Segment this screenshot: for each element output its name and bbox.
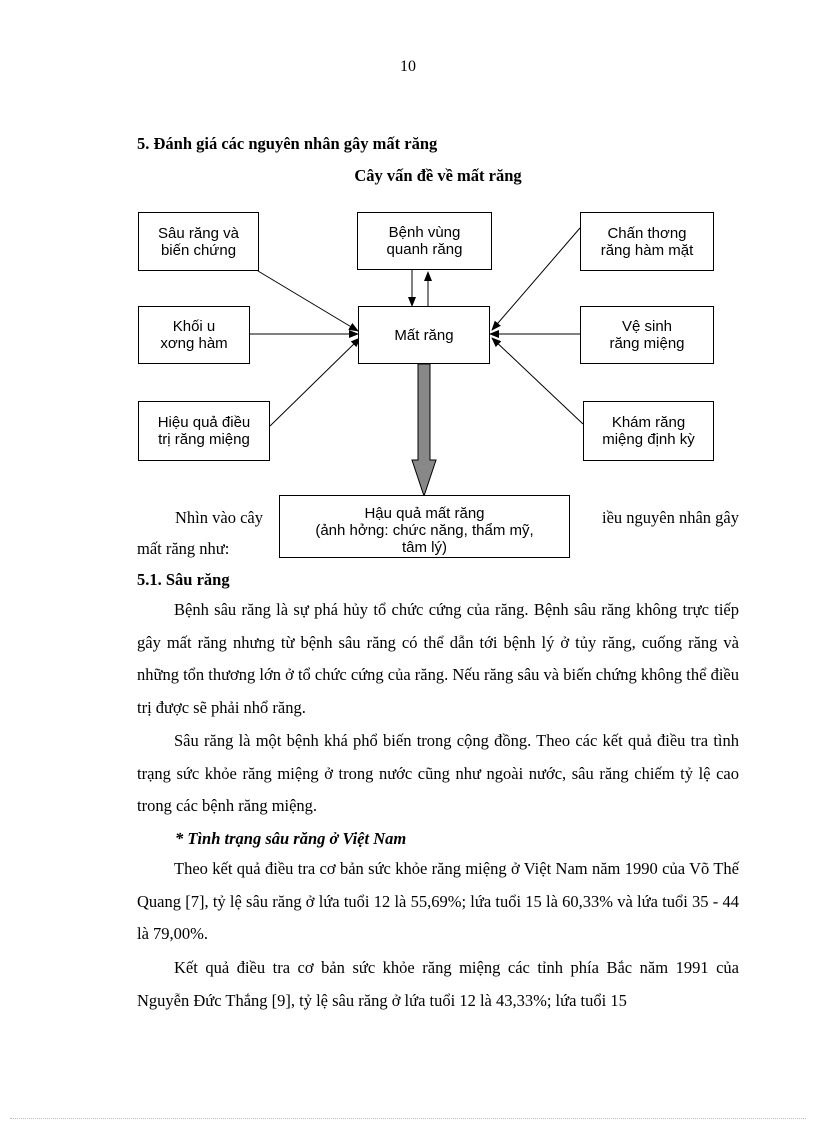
- cause-box-treatment-effect: Hiệu quả điều trị răng miệng: [138, 401, 270, 461]
- italic-heading-vietnam: * Tình trạng sâu răng ở Việt Nam: [175, 829, 407, 848]
- center-box-tooth-loss: Mất răng: [358, 306, 490, 364]
- cause-box-trauma: Chấn thơng răng hàm mặt: [580, 212, 714, 271]
- section-heading: 5. Đánh giá các nguyên nhân gây mất răng: [137, 134, 438, 153]
- arrow-left-top: [258, 271, 358, 331]
- consequence-detail: (ảnh hởng: chức năng, thẩm mỹ,: [315, 522, 534, 539]
- subsection-heading: 5.1. Sâu răng: [137, 570, 230, 589]
- paragraph-survey-1990: Theo kết quả điều tra cơ bản sức khỏe răng miệng ở Việt Nam năm 1990 của Võ Thế Quang [7], tỷ lệ sâu răng ở lứa tuổi 12 là 55,69%; lứa tuổi 15 là 60,33% và lứa tuổi 35 - 44 là 79,00%.: [137, 859, 739, 943]
- cause-box-checkup: Khám răng miệng định kỳ: [583, 401, 714, 461]
- intro-line-1: Nhìn vào cây iều nguyên nhân gây: [175, 508, 739, 527]
- consequence-title: Hậu quả mất răng: [364, 505, 485, 522]
- diagram-title: Cây vấn đề về mất răng: [354, 166, 522, 185]
- consequence-box: [279, 495, 570, 558]
- cause-box-jaw-tumor: Khối u xơng hàm: [138, 306, 250, 364]
- paragraph-caries-definition: Bệnh sâu răng là sự phá hủy tổ chức cứng của răng. Bệnh sâu răng không trực tiếp gây mất răng nhưng từ bệnh sâu răng có thể dẫn tới bệnh lý ở tủy răng, cuống răng và những tổn thương lớn ở tổ chức cứng của răng. Nếu răng sâu và biến chứng không thể điều trị được sẽ phải nhổ răng.: [137, 600, 739, 717]
- cause-box-oral-hygiene: Vệ sinh răng miệng: [580, 306, 714, 364]
- cause-box-caries: Sâu răng và biến chứng: [138, 212, 259, 271]
- intro-line-2: mất răng như:: [137, 539, 230, 558]
- arrow-left-bottom: [270, 338, 360, 426]
- arrow-right-top: [492, 228, 580, 330]
- page-number: 10: [400, 58, 416, 75]
- consequence-detail-cut: tâm lý): [402, 539, 447, 556]
- paragraph-survey-1991: Kết quả điều tra cơ bản sức khỏe răng miệng các tỉnh phía Bắc năm 1991 của Nguyễn Đức Thắng [9], tỷ lệ sâu răng ở lứa tuổi 12 là 43,33%; lứa tuổi 15: [137, 958, 739, 1010]
- paragraph-caries-prevalence: Sâu răng là một bệnh khá phổ biến trong cộng đồng. Theo các kết quả điều tra tình trạng sức khỏe răng miệng ở trong nước cũng như ngoài nước, sâu răng chiếm tỷ lệ cao trong các bệnh răng miệng.: [137, 731, 739, 815]
- cause-box-periodontal: Bệnh vùng quanh răng: [357, 212, 492, 270]
- arrow-right-bottom: [492, 338, 583, 424]
- consequence-big-arrow: [412, 364, 436, 496]
- page-bottom-divider: [10, 1118, 806, 1119]
